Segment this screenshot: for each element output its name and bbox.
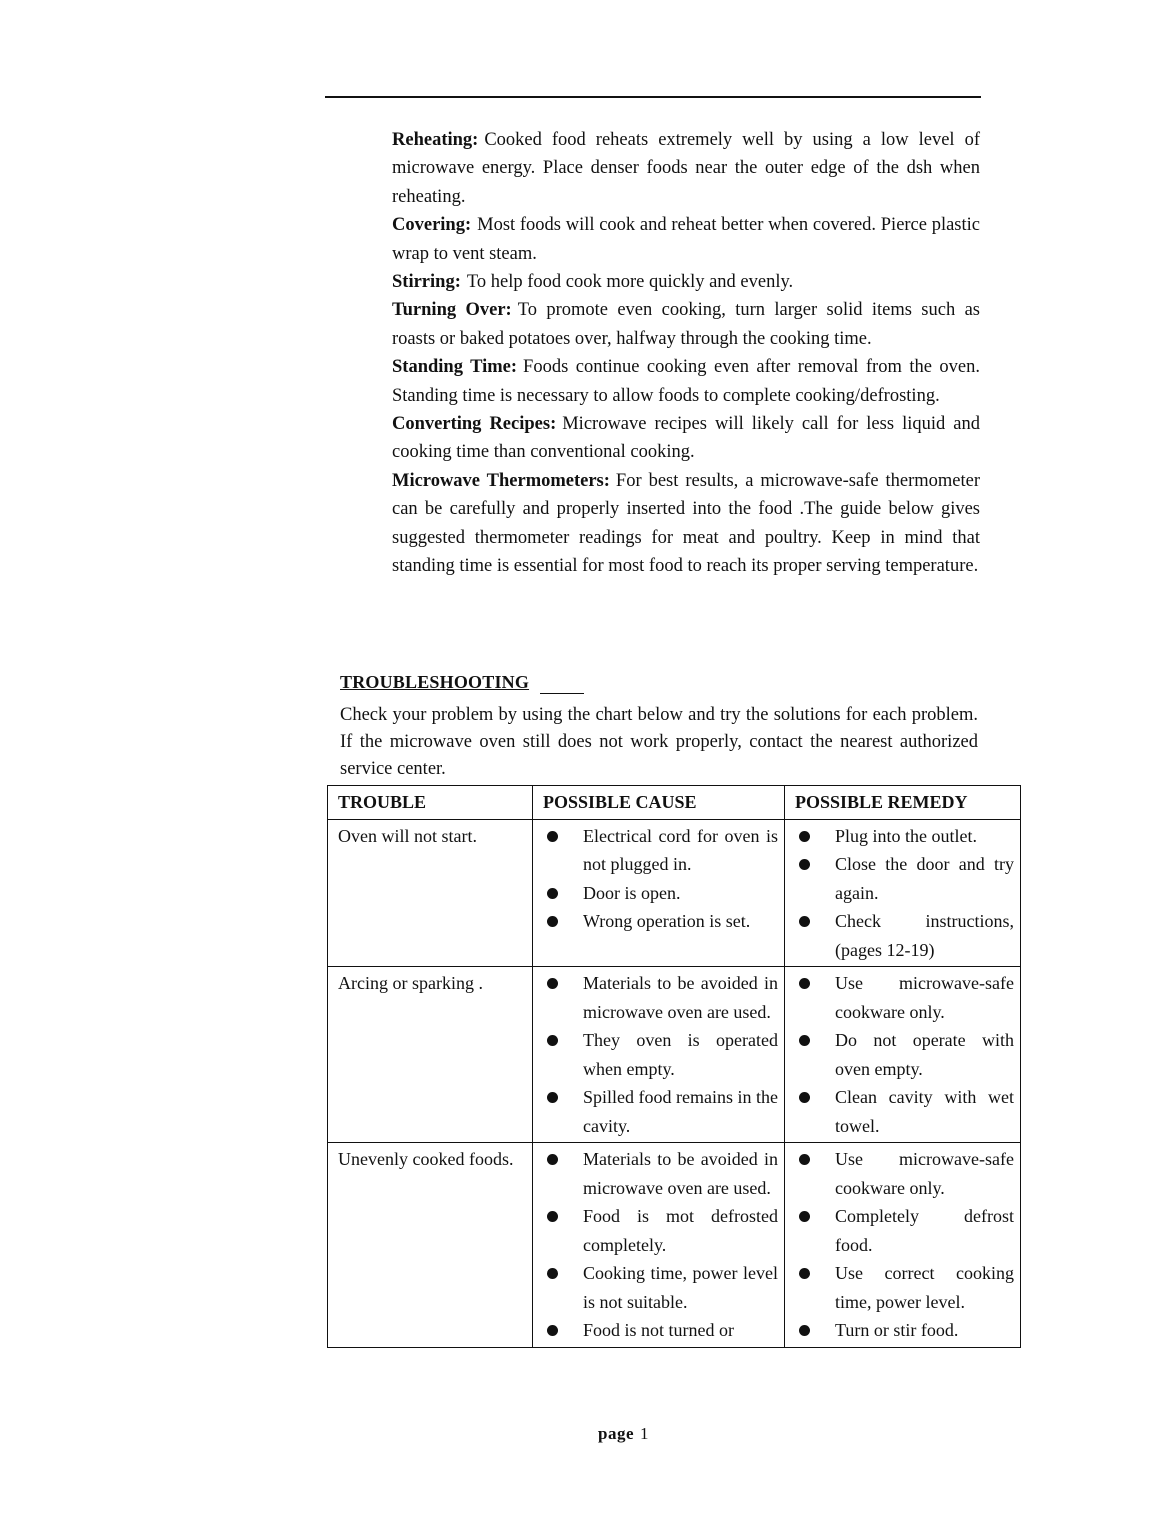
tip-term: Standing Time: (392, 357, 518, 378)
list-item (543, 1259, 778, 1316)
page-label: page (598, 1424, 634, 1443)
tip-term: Reheating: (392, 130, 479, 150)
trouble-cell: Unevenly cooked foods. (328, 1143, 533, 1348)
bullet-icon (799, 1325, 810, 1336)
cause-cell (533, 967, 785, 1143)
list-item (795, 969, 1014, 1026)
list-item (795, 1259, 1014, 1316)
cause-list (543, 1145, 778, 1345)
tip-text: Most foods will cook and reheat better when covered. Pierce plastic wrap to vent steam. (392, 215, 980, 264)
tip-term: Converting Recipes: (392, 414, 557, 435)
list-item (795, 1026, 1014, 1083)
bullet-icon (799, 978, 810, 989)
tip-term: Stirring: (392, 272, 461, 293)
top-rule (325, 96, 981, 98)
tip-text: Foods continue cooking even after removal from the oven. Standing time is necessary to allow foods to complete cooking/defrosting. (392, 357, 980, 406)
header-trouble: TROUBLE (328, 786, 533, 820)
cooking-tips (392, 126, 980, 581)
list-item-text: Food is mot defrosted completely. (583, 1206, 778, 1255)
list-item-text: Turn or stir food. (835, 1320, 959, 1340)
list-item-text: Electrical cord for oven is not plugged in. (583, 825, 778, 874)
table-body (328, 819, 1021, 1347)
bullet-icon (547, 1154, 558, 1165)
list-item-text: Close the door and try again. (835, 854, 1014, 903)
bullet-icon (547, 1211, 558, 1222)
section-title-underline (540, 693, 584, 694)
tip-text: Microwave recipes will likely call for less liquid and cooking time than conventional cooking. (392, 414, 980, 463)
header-possible-cause: POSSIBLE CAUSE (533, 786, 785, 820)
tip-term: Microwave Thermometers: (392, 470, 610, 491)
remedy-cell (785, 967, 1021, 1143)
page-footer (598, 1424, 649, 1444)
bullet-icon (547, 888, 558, 899)
table-header-row (328, 786, 1021, 820)
list-item-text: Use microwave-safe cookware only. (835, 973, 1014, 1022)
list-item (543, 969, 778, 1026)
list-item-text: Materials to be avoided in microwave oven are used. (583, 1149, 778, 1198)
tip-standing-time (392, 353, 980, 410)
tip-converting-recipes (392, 410, 980, 467)
list-item (543, 1316, 778, 1345)
bullet-icon (547, 831, 558, 842)
list-item (795, 907, 1014, 964)
bullet-icon (547, 916, 558, 927)
tip-stirring (392, 268, 980, 296)
section-intro: Check your problem by using the chart below and try the solutions for each problem. If the microwave oven still does not work properly, contact the nearest authorized service center. (340, 705, 978, 779)
bullet-icon (547, 1268, 558, 1279)
list-item (795, 1145, 1014, 1202)
list-item (543, 1202, 778, 1259)
list-item-text: Use correct cooking time, power level. (835, 1263, 1014, 1312)
troubleshooting-table (327, 785, 1021, 1348)
remedy-cell (785, 1143, 1021, 1348)
list-item (795, 1083, 1014, 1140)
list-item-text: They oven is operated when empty. (583, 1030, 778, 1079)
list-item (795, 1316, 1014, 1345)
cause-cell (533, 1143, 785, 1348)
tip-microwave-thermometers (392, 467, 980, 581)
list-item (543, 1083, 778, 1140)
header-possible-remedy: POSSIBLE REMEDY (785, 786, 1021, 820)
list-item-text: Do not operate with oven empty. (835, 1030, 1014, 1079)
tip-text: For best results, a microwave-safe thermometer can be carefully and properly inserted into the food .The guide below gives suggested thermometer readings for meat and poultry. Keep in mind that standing time is essential for most food to reach its proper serving temperature. (392, 470, 981, 577)
cause-list (543, 822, 778, 936)
cause-list (543, 969, 778, 1140)
list-item-text: Plug into the outlet. (835, 825, 977, 846)
list-item (795, 850, 1014, 907)
list-item (795, 1202, 1014, 1259)
tip-reheating (392, 126, 980, 211)
list-item-text: Check instructions, (pages 12-19) (835, 911, 1014, 960)
tip-covering (392, 211, 980, 268)
trouble-cell: Arcing or sparking . (328, 967, 533, 1143)
bullet-icon (547, 1092, 558, 1103)
list-item-text: Completely defrost food. (835, 1206, 1014, 1255)
bullet-icon (799, 1268, 810, 1279)
list-item-text: Use microwave-safe cookware only. (835, 1149, 1014, 1198)
page-number: 1 (640, 1424, 649, 1443)
bullet-icon (799, 916, 810, 927)
tip-text: Cooked food reheats extremely well by using a low level of microwave energy. Place denser foods near the outer edge of the dsh when reheating. (392, 130, 980, 207)
list-item-text: Materials to be avoided in microwave oven are used. (583, 973, 778, 1022)
list-item (543, 879, 778, 908)
section-title: TROUBLESHOOTING (340, 672, 530, 692)
table-row (328, 1143, 1021, 1348)
list-item-text: Food is not turned or (583, 1320, 734, 1340)
list-item (543, 907, 778, 936)
list-item-text: Wrong operation is set. (583, 911, 751, 931)
remedy-list (795, 969, 1014, 1140)
tip-term: Covering: (392, 215, 472, 236)
remedy-list (795, 822, 1014, 965)
tip-text: To promote even cooking, turn larger solid items such as roasts or baked potatoes over, halfway through the cooking time. (392, 300, 980, 349)
bullet-icon (547, 978, 558, 989)
list-item (543, 822, 778, 879)
tip-turning-over (392, 296, 980, 353)
tip-term: Turning Over: (392, 300, 512, 321)
remedy-cell (785, 819, 1021, 967)
bullet-icon (799, 1035, 810, 1046)
bullet-icon (799, 831, 810, 842)
list-item (795, 822, 1014, 851)
list-item-text: Spilled food remains in the cavity. (583, 1087, 778, 1136)
list-item (543, 1026, 778, 1083)
table-row (328, 819, 1021, 967)
remedy-list (795, 1145, 1014, 1345)
bullet-icon (547, 1035, 558, 1046)
list-item-text: Clean cavity with wet towel. (835, 1087, 1014, 1136)
tip-text: To help food cook more quickly and evenly. (466, 272, 794, 293)
list-item-text: Cooking time, power level is not suitable. (583, 1263, 778, 1312)
trouble-cell: Oven will not start. (328, 819, 533, 967)
list-item (543, 1145, 778, 1202)
list-item-text: Door is open. (583, 882, 681, 903)
bullet-icon (799, 1154, 810, 1165)
table-row (328, 967, 1021, 1143)
cause-cell (533, 819, 785, 967)
bullet-icon (799, 1211, 810, 1222)
bullet-icon (799, 1092, 810, 1103)
bullet-icon (799, 859, 810, 870)
bullet-icon (547, 1325, 558, 1336)
